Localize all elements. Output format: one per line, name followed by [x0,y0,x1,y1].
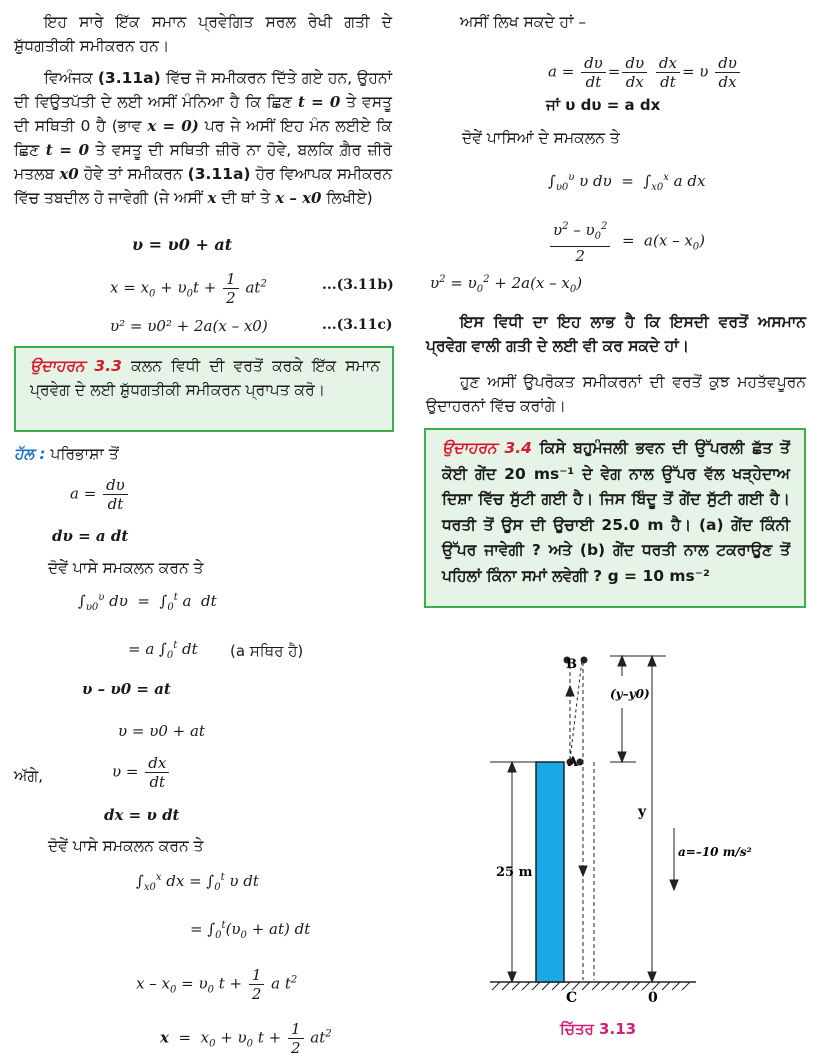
math: x = 0) [147,117,199,135]
label-y-minus-y0: (y–y0) [610,687,650,701]
integrate-note-2: ਦੋਵੇਂ ਪਾਸੇ ਸਮਕਲਨ ਕਰਨ ਤੇ [48,837,204,855]
equation-a-def: a = $\frac{d\upsilon}{dt}$ [70,476,130,513]
example-3-4-content [442,436,790,589]
ground [490,982,696,990]
equation-v-def: υ = $\frac{dx}{dt}$ [112,754,171,791]
label-y: y [638,804,647,820]
integral-at: = a $\int_0^t$ dt [128,640,198,661]
write-note: ਅਸੀਂ ਲਿਖ ਸਕਦੇ ਹਾਂ – [460,13,587,31]
text: ਹੋਰ ਵਿਆਪਕ ਸਮੀਕਰਨ ਵਿੱਚ ਤਬਦੀਲ ਹੋ ਜਾਵੇਗੀ (ਜੇ ਅਸੀਂ [14,165,393,207]
eq-tag-311c: ...(3.11c) [322,317,393,333]
label-b: B [566,657,577,672]
text: ਵਿੱਚ ਜੋ ਸਮੀਕਰਨ ਦਿੱਤੇ ਗਏ ਹਨ, ਉਹਨਾਂ ਦੀ ਵਿਉਤਪੱਤੀ ਦੇ ਲਈ ਅਸੀਂ ਮੰਨਿਆ ਹੈ ਕਿ ਛਿਣ [14,69,392,111]
solution-heading [14,442,119,466]
example-text: ਕਿਸੇ ਬਹੁਮੰਜਲੀ ਭਵਨ ਦੀ ਉੱਪਰਲੀ ਛੱਤ ਤੋਂ ਕੋਈ ਗੇਂਦ 20 ms⁻¹ ਦੇ ਵੇਗ ਨਾਲ ਉੱਪਰ ਵੱਲ ਖੜ੍ਹੇਦਾਅ ਦਿਸ਼ਾ ਵਿੱਚ ਸੁੱਟੀ ਗਈ ਹੈ। ਜਿਸ ਬਿੰਦੂ ਤੋਂ ਗੇਂਦ ਸੁੱਟੀ ਗਈ ਹੈ। ਧਰਤੀ ਤੋਂ ਉਸ ਦੀ ਉਚਾਈ 25.0 m ਹੈ। (a) ਗੇਂਦ ਕਿੰਨੀ ਉੱਪਰ ਜਾਵੇਗੀ ? ਅਤੇ (b) ਗੇਂਦ ਧਰਤੀ ਨਾਲ ਟਕਰਾਉਣ ਤੋਂ ਪਹਿਲਾਂ ਕਿੰਨਾ ਸਮਾਂ ਲਵੇਗੀ ? g = 10 ms⁻² [442,439,790,585]
equation-dx: dx = υ dt [104,806,180,824]
example-label: ਉਦਾਹਰਨ 3.4 [442,439,532,457]
eq-ref: (3.11a) [187,165,251,183]
eq-tag-311b: ...(3.11b) [322,277,394,293]
paragraph-derivation-note [14,66,392,210]
label-origin: 0 [648,990,658,1006]
equation-dv: dυ = a dt [52,527,129,545]
solution-text: ਪਰਿਭਾਸ਼ਾ ਤੋਂ [50,445,119,463]
constant-note: (a ਸਥਿਰ ਹੈ) [230,642,304,660]
equation-half-v2: $\frac{\upsilon^2 - \upsilon_0^2}{2}$ = $a(x - x_0)$ [548,218,705,265]
integral-x-expand: = $\int_0^t(\upsilon_0 + at)$ dt [190,920,311,941]
building [536,762,564,982]
label-c: C [566,990,578,1006]
equation-x-minus: $x - x_0 = \upsilon_0$ t + $\frac{1}{2}$ a $t^2$ [136,966,298,1003]
math: x [207,189,217,207]
equation-v-result: υ = υ0 + at [118,722,205,740]
equation-v2: υ² = υ0² + 2a(x – x0) [110,317,268,335]
integral-x: $\int_{x0}^x$ dx = $\int_0^t$ υ dt [136,872,259,893]
text: ਤੇ ਵਸਤੂ ਦੀ ਸਥਿਤੀ ਜ਼ੀਰੋ ਨਾ ਹੋਵੇ, ਬਲਕਿ ਗ਼ੈਰ ਜ਼ੀਰੋ ਮਤਲਬ [14,141,392,183]
example-label: ਉਦਾਹਰਨ 3.3 [30,357,122,375]
label-acceleration: a=–10 m/s² [678,845,752,859]
solution-label: ਹੱਲ : [14,445,46,463]
equation-v: υ = υ0 + at [132,235,233,254]
text: ਤੇ ਵਸਤੂ ਦੀ ਸਥਿਤੀ 0 ਹੈ (ਭਾਵ [14,93,392,135]
example-3-3-content [30,354,380,402]
text: ਦੀ ਥਾਂ ਤੇ [221,189,271,207]
equation-v-minus: υ – υ0 = at [82,680,171,698]
math: x – x0 [275,189,322,207]
further-label: ਅੱਗੇ, [14,767,44,785]
text: ਹੋਵੇ ਤਾਂ ਸਮੀਕਰਨ [83,165,183,183]
example-text: ਕਲਨ ਵਿਧੀ ਦੀ ਵਰਤੋਂ ਕਰਕੇ ਇੱਕ ਸਮਾਨ ਪ੍ਰਵੇਗ ਦੇ ਲਈ ਸ਼ੁੱਧਗਤੀਕੀ ਸਮੀਕਰਨ ਪ੍ਰਾਪਤ ਕਰੋ। [30,357,380,399]
figure-caption: ਚਿੱਤਰ 3.13 [560,1020,637,1038]
integral-v: $\int_{\upsilon 0}^\upsilon$ $d\upsilon = \int_0^t$ a dt [78,592,217,613]
equation-chain-rule: a = $\frac{d\upsilon}{dt}$ = $\frac{d\upsilon}{dx}$ $\frac{dx}{dt}$ = υ $\frac{d\upsilon}{dx}$ [548,54,742,91]
integrate-note-1: ਦੋਵੇਂ ਪਾਸੇ ਸਮਕਲਨ ਕਰਨ ਤੇ [48,559,204,577]
text: ਲਿਖੀਏ) [326,189,373,207]
paragraph-advantage: ਇਸ ਵਿਧੀ ਦਾ ਇਹ ਲਾਭ ਹੈ ਕਿ ਇਸਦੀ ਵਰਤੋਂ ਅਸਮਾਨ ਪ੍ਰਵੇਗ ਵਾਲੀ ਗਤੀ ਦੇ ਲਈ ਵੀ ਕਰ ਸਕਦੇ ਹਾਂ। [426,313,806,355]
example-3-3-box [14,346,394,432]
equation-x: $x = x_0 + \upsilon_0t$ + $\frac{1}{2}$ $at^2$ [110,270,267,307]
eq-ref: (3.11a) [97,69,161,87]
text: ਪਰ ਜੇ ਅਸੀਂ ਇਹ ਮੰਨ ਲਈਏ ਕਿ ਛਿਣ [14,117,392,159]
integral-vdv: $\int_{\upsilon 0}^\upsilon$ υ $d\upsilon = \int_{x0}^x$ a dx [548,172,706,193]
ball-path [564,657,594,980]
equation-v2-final: $\upsilon^2 = \upsilon_0^2 + 2a(x - x_0)$ [430,274,583,295]
paragraph-intro: ਇਹ ਸਾਰੇ ਇੱਕ ਸਮਾਨ ਪ੍ਰਵੇਗਿਤ ਸਰਲ ਰੇਖੀ ਗਤੀ ਦੇ ਸ਼ੁੱਧਗਤੀਕੀ ਸਮੀਕਰਨ ਹਨ। [14,13,392,55]
math: x0 [59,165,79,183]
math: t = 0 [45,141,90,159]
text: ਵਿਅੰਜਕ [44,69,93,87]
example-3-4-box [424,428,806,608]
equation-v-dv: ਜਾਂ υ dυ = a dx [546,96,661,114]
math: t = 0 [297,93,341,111]
label-a: A [568,755,579,770]
paragraph-now: ਹੁਣ ਅਸੀਂ ਉਪਰੋਕਤ ਸਮੀਕਰਨਾਂ ਦੀ ਵਰਤੋਂ ਕੁਝ ਮਹਤੱਵਪੂਰਨ ਉਦਾਹਰਨਾਂ ਵਿੱਚ ਕਰਾਂਗੇ। [426,373,806,415]
equation-x-final: $x = x_0 + \upsilon_0$ t + $\frac{1}{2}$ $at^2$ [160,1020,332,1057]
label-25m: 25 m [496,865,533,880]
figure-3-13 [470,640,780,1010]
integrate-note-3: ਦੋਵੇਂ ਪਾਸਿਆਂ ਦੇ ਸਮਕਲਨ ਤੇ [462,129,620,147]
